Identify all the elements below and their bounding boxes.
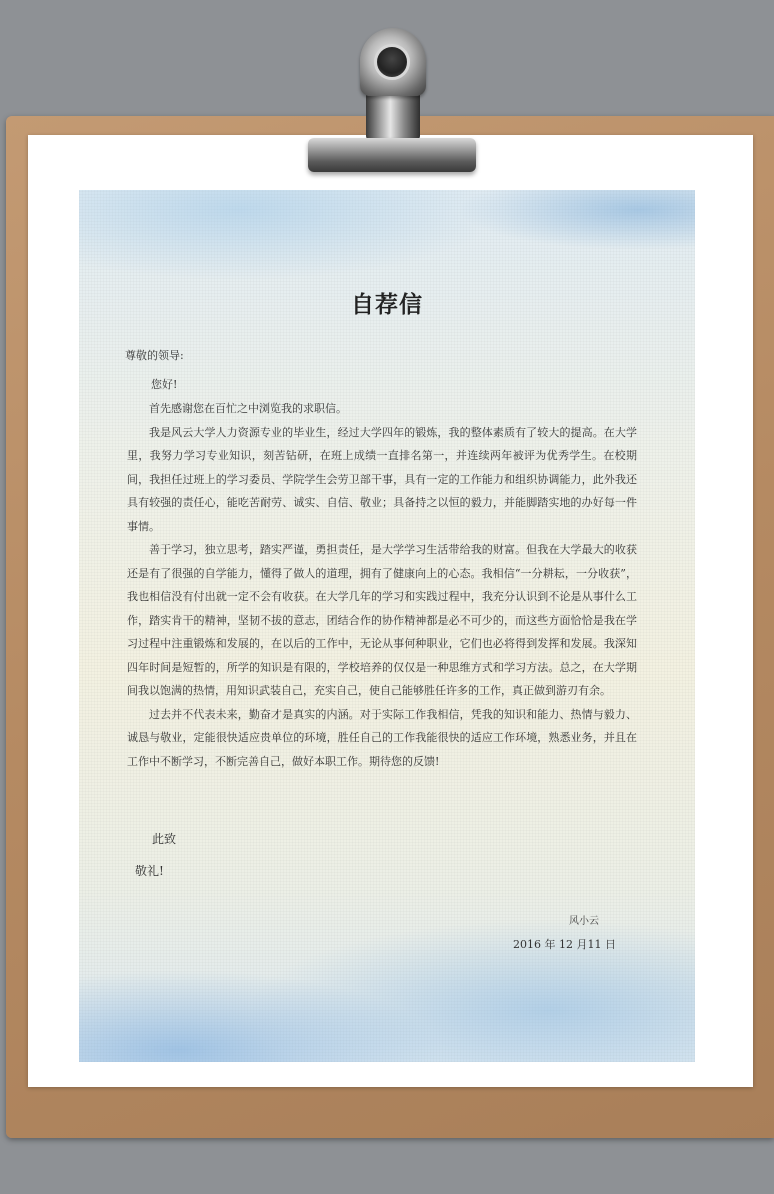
letter-page (79, 190, 695, 1062)
letter-body (127, 397, 637, 773)
signature-name: 风小云 (569, 916, 599, 927)
letter-greeting: 您好! (151, 378, 178, 391)
binder-clip-neck (366, 90, 420, 140)
letter-closing-2: 敬礼! (135, 864, 164, 878)
letter-closing-1: 此致 (152, 832, 177, 846)
letter-paragraph: 善于学习，独立思考，踏实严谨，勇担责任，是大学学习生活带给我的财富。但我在大学最大的收获还是有了很强的自学能力，懂得了做人的道理，拥有了健康向上的心态。我相信“一分耕耘，一分收获”，我也相信没有付出就一定不会有收获。在大学几年的学习和实践过程中，我充分认识到不论是从事什么工作，踏实肯干的精神，坚韧不拔的意志，团结合作的协作精神都是必不可少的，而这些方面恰恰是我在学习过程中注重锻炼和发展的，在以后的工作中，无论从事何种职业，它们也必将得到发挥和发展。我深知四年时间是短暂的，所学的知识是有限的，学校培养的仅仅是一种思维方式和学习方法。总之，在大学期间我以饱满的热情，用知识武装自己，充实自己，使自己能够胜任许多的工作，真正做到游刃有余。 (127, 543, 637, 697)
letter-paragraph: 我是风云大学人力资源专业的毕业生，经过大学四年的锻炼，我的整体素质有了较大的提高。在大学里，我努力学习专业知识，刻苦钻研，在班上成绩一直排名第一，并连续两年被评为优秀学生。在校期间，我担任过班上的学习委员、学院学生会劳卫部干事，具有一定的工作能力和组织协调能力，此外我还具有较强的责任心，能吃苦耐劳、诚实、自信、敬业；具备持之以恒的毅力，并能脚踏实地的办好每一件事情。 (127, 425, 637, 533)
letter-title: 自荐信 (351, 292, 423, 318)
binder-clip-icon (308, 138, 476, 172)
binder-clip-hole (374, 44, 410, 80)
letter-salutation: 尊敬的领导: (125, 349, 184, 362)
signature-date: 2016 年 12 月11 日 (513, 938, 616, 951)
letter-paragraph: 过去并不代表未来，勤奋才是真实的内涵。对于实际工作我相信，凭我的知识和能力、热情与毅力、诚恳与敬业，定能很快适应贵单位的环境，胜任自己的工作我能很快的适应工作环境，熟悉业务，并且在工作中不断学习，不断完善自己，做好本职工作。期待您的反馈! (127, 707, 637, 768)
letter-paragraph: 首先感谢您在百忙之中浏览我的求职信。 (149, 402, 347, 415)
